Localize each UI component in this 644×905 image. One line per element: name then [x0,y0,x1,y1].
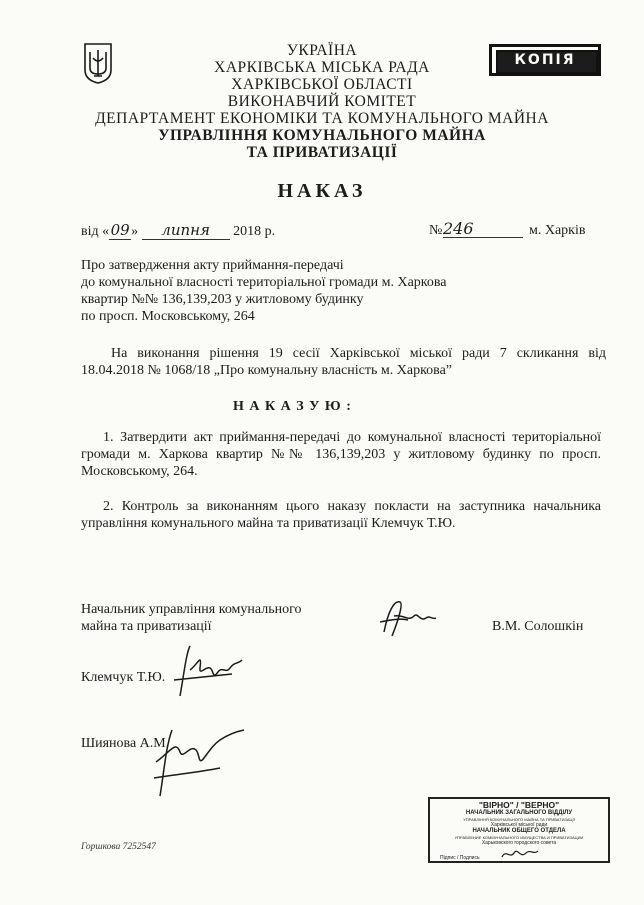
verified-stamp-line: УПРАВЛІННЯ КОМУНАЛЬНОГО МАЙНА ТА ПРИВАТИЗАЦІЇ [463,817,575,822]
order-item-2: 2. Контроль за виконанням цього наказу покласти на заступника начальника управління комунального майна та приватизації Клемчук Т.Ю. [81,499,601,531]
verified-stamp-line: НАЧАЛЬНИК ЗАГАЛЬНОГО ВІДДІЛУ [465,810,573,816]
verified-stamp-line: УПРАВЛЕНИЕ КОММУНАЛЬНОГО ИМУЩЕСТВА И ПРИВАТИЗАЦИИ [454,835,584,840]
date-year: 2018 р. [233,224,276,239]
header-committee: ВИКОНАВЧИЙ КОМІТЕТ [227,93,417,110]
header-office-line2: ТА ПРИВАТИЗАЦІЇ [246,144,398,161]
document-title: НАКАЗ [277,180,367,202]
date-day: 09 [110,221,130,239]
subject-line: до комунальної власності територіальної громади м. Харкова [81,275,447,290]
order-item-1: 1. Затвердити акт приймання-передачі до комунальної власності територіальної громади м. Харкова квартир №№ 136,139,203 у житловому будинку по просп. Московському, 264. [81,430,601,479]
copy-stamp [489,44,601,76]
signatory-title-line: майна та приватизації [81,619,212,634]
signature-main [374,592,444,644]
header-council: ХАРКІВСЬКА МІСЬКА РАДА [214,59,430,76]
verified-stamp-line: НАЧАЛЬНИК ОБЩЕГО ОТДЕЛА [472,828,566,834]
signatory-title [81,601,302,635]
footer-note: Горшкова 7252547 [81,842,156,852]
copy-stamp-text: КОПІЯ [514,52,576,68]
date-line [81,219,591,244]
header-office-line1: УПРАВЛІННЯ КОМУНАЛЬНОГО МАЙНА [158,127,486,144]
city: м. Харків [529,223,586,238]
signatory-name: В.М. Солошкін [492,619,584,634]
approval-name: Шиянова А.М. [81,736,170,751]
header-country: УКРАЇНА [286,42,358,59]
subject-line: Про затвердження акту приймання-передачі [81,258,344,273]
date-month: липня [142,222,230,240]
order-number: 246 [443,220,523,238]
verified-stamp-title: "ВІРНО" / "ВЕРНО" [478,800,560,810]
verified-stamp-line: Харьковского городского совета [481,840,557,846]
preamble: На виконання рішення 19 сесії Харківської міської ради 7 скликання від 18.04.2018 № 1068/18 „Про комунальну власність м. Харкова” [81,346,606,378]
header-oblast: ХАРКІВСЬКОЇ ОБЛАСТІ [231,76,413,93]
date-quote: » [131,224,139,239]
date-prefix: від « [81,224,110,239]
signatory-title-line: Начальник управління комунального [81,602,302,617]
signature-approval-2 [150,722,250,802]
signature-approval-1 [172,640,252,702]
stamp-signature [500,847,540,861]
approval-name: Клемчук Т.Ю. [81,670,166,685]
subject-line: по просп. Московському, 264 [81,309,255,324]
order-heading: Н А К А З У Ю : [233,399,352,414]
header-department: ДЕПАРТАМЕНТ ЕКОНОМІКИ ТА КОМУНАЛЬНОГО МАЙНА [95,110,549,127]
subject-line: квартир №№ 136,139,203 у житловому будинку [81,292,364,307]
verified-stamp [428,797,610,863]
order-number-prefix: № [429,223,443,238]
verified-stamp-line: Харківської міської ради [490,822,548,828]
verified-stamp-sign-label: Підпис / Подпись [440,855,480,861]
subject-block [81,257,501,325]
